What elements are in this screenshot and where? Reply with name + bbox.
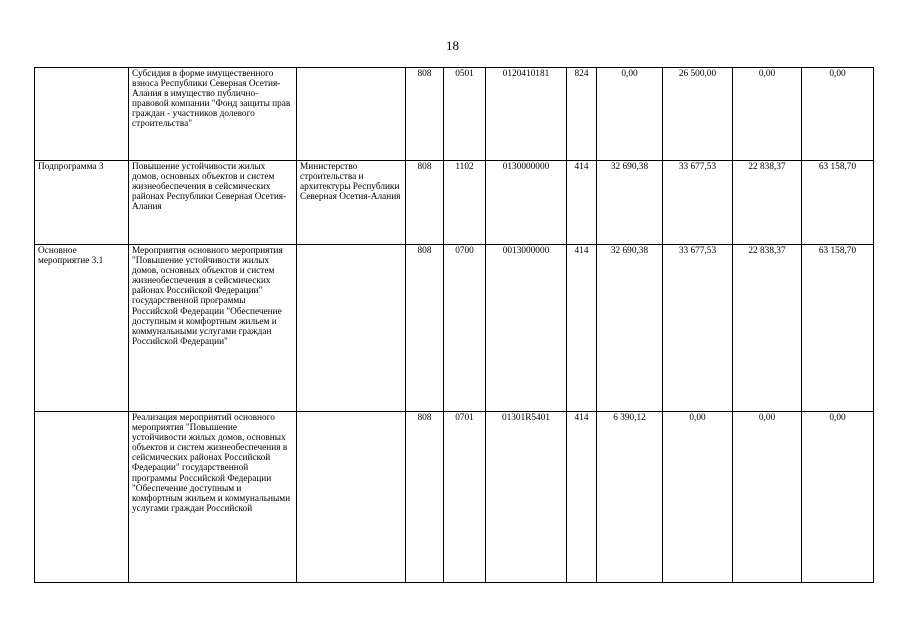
value-cell: 32 690,38	[597, 245, 663, 412]
value-cell: 0,00	[733, 412, 802, 583]
csr-cell: 0130000000	[486, 161, 567, 245]
value-cell: 6 390,12	[597, 412, 663, 583]
measure-name-cell: Мероприятия основного мероприятия "Повышение устойчивости жилых домов, основных объектов и систем жизнеобеспечения в сейсмических районах Российской Федерации" государственной программы Российской Федерации "Обеспечение доступным и комфортным жильем и коммунальными услугами граждан Российской Федерации"	[129, 245, 297, 412]
budget-table	[34, 67, 874, 583]
value-cell: 32 690,38	[597, 161, 663, 245]
measure-name-cell: Реализация мероприятий основного мероприятия "Повышение устойчивости жилых домов, основных объектов и систем жизнеобеспечения в сейсмических районах Российской Федерации" государственной программы Российской Федерации "Обеспечение доступным и комфортным жильем и коммунальными услугами граждан Российской	[129, 412, 297, 583]
vr-cell: 414	[567, 245, 597, 412]
vr-cell: 414	[567, 161, 597, 245]
value-cell: 22 838,37	[733, 161, 802, 245]
table-row	[35, 161, 874, 245]
rzpr-cell: 1102	[444, 161, 486, 245]
grbs-cell: 808	[406, 161, 444, 245]
rzpr-cell: 0701	[444, 412, 486, 583]
measure-name-cell: Субсидия в форме имущественного взноса Республики Северная Осетия-Алания в имущество публично-правовой компании "Фонд защиты прав граждан - участников долевого строительства"	[129, 68, 297, 161]
status-cell	[35, 412, 129, 583]
csr-cell: 01301R5401	[486, 412, 567, 583]
value-cell: 63 158,70	[802, 245, 874, 412]
value-cell: 0,00	[733, 68, 802, 161]
executor-cell: Министерство строительства и архитектуры Республики Северная Осетия-Алания	[297, 161, 406, 245]
table-row	[35, 412, 874, 583]
csr-cell: 0013000000	[486, 245, 567, 412]
status-cell	[35, 68, 129, 161]
vr-cell: 414	[567, 412, 597, 583]
value-cell: 63 158,70	[802, 161, 874, 245]
status-cell: Подпрограмма 3	[35, 161, 129, 245]
value-cell: 0,00	[663, 412, 733, 583]
value-cell: 22 838,37	[733, 245, 802, 412]
table-row	[35, 245, 874, 412]
rzpr-cell: 0700	[444, 245, 486, 412]
csr-cell: 0120410181	[486, 68, 567, 161]
executor-cell	[297, 68, 406, 161]
value-cell: 33 677,53	[663, 161, 733, 245]
grbs-cell: 808	[406, 68, 444, 161]
status-cell: Основное мероприятие 3.1	[35, 245, 129, 412]
vr-cell: 824	[567, 68, 597, 161]
value-cell: 26 500,00	[663, 68, 733, 161]
rzpr-cell: 0501	[444, 68, 486, 161]
measure-name-cell: Повышение устойчивости жилых домов, основных объектов и систем жизнеобеспечения в сейсмических районах Республики Северная Осетия-Алания	[129, 161, 297, 245]
value-cell: 0,00	[597, 68, 663, 161]
value-cell: 0,00	[802, 412, 874, 583]
executor-cell	[297, 245, 406, 412]
grbs-cell: 808	[406, 245, 444, 412]
value-cell: 0,00	[802, 68, 874, 161]
page-number: 18	[446, 38, 459, 53]
executor-cell	[297, 412, 406, 583]
grbs-cell: 808	[406, 412, 444, 583]
value-cell: 33 677,53	[663, 245, 733, 412]
table-row	[35, 68, 874, 161]
